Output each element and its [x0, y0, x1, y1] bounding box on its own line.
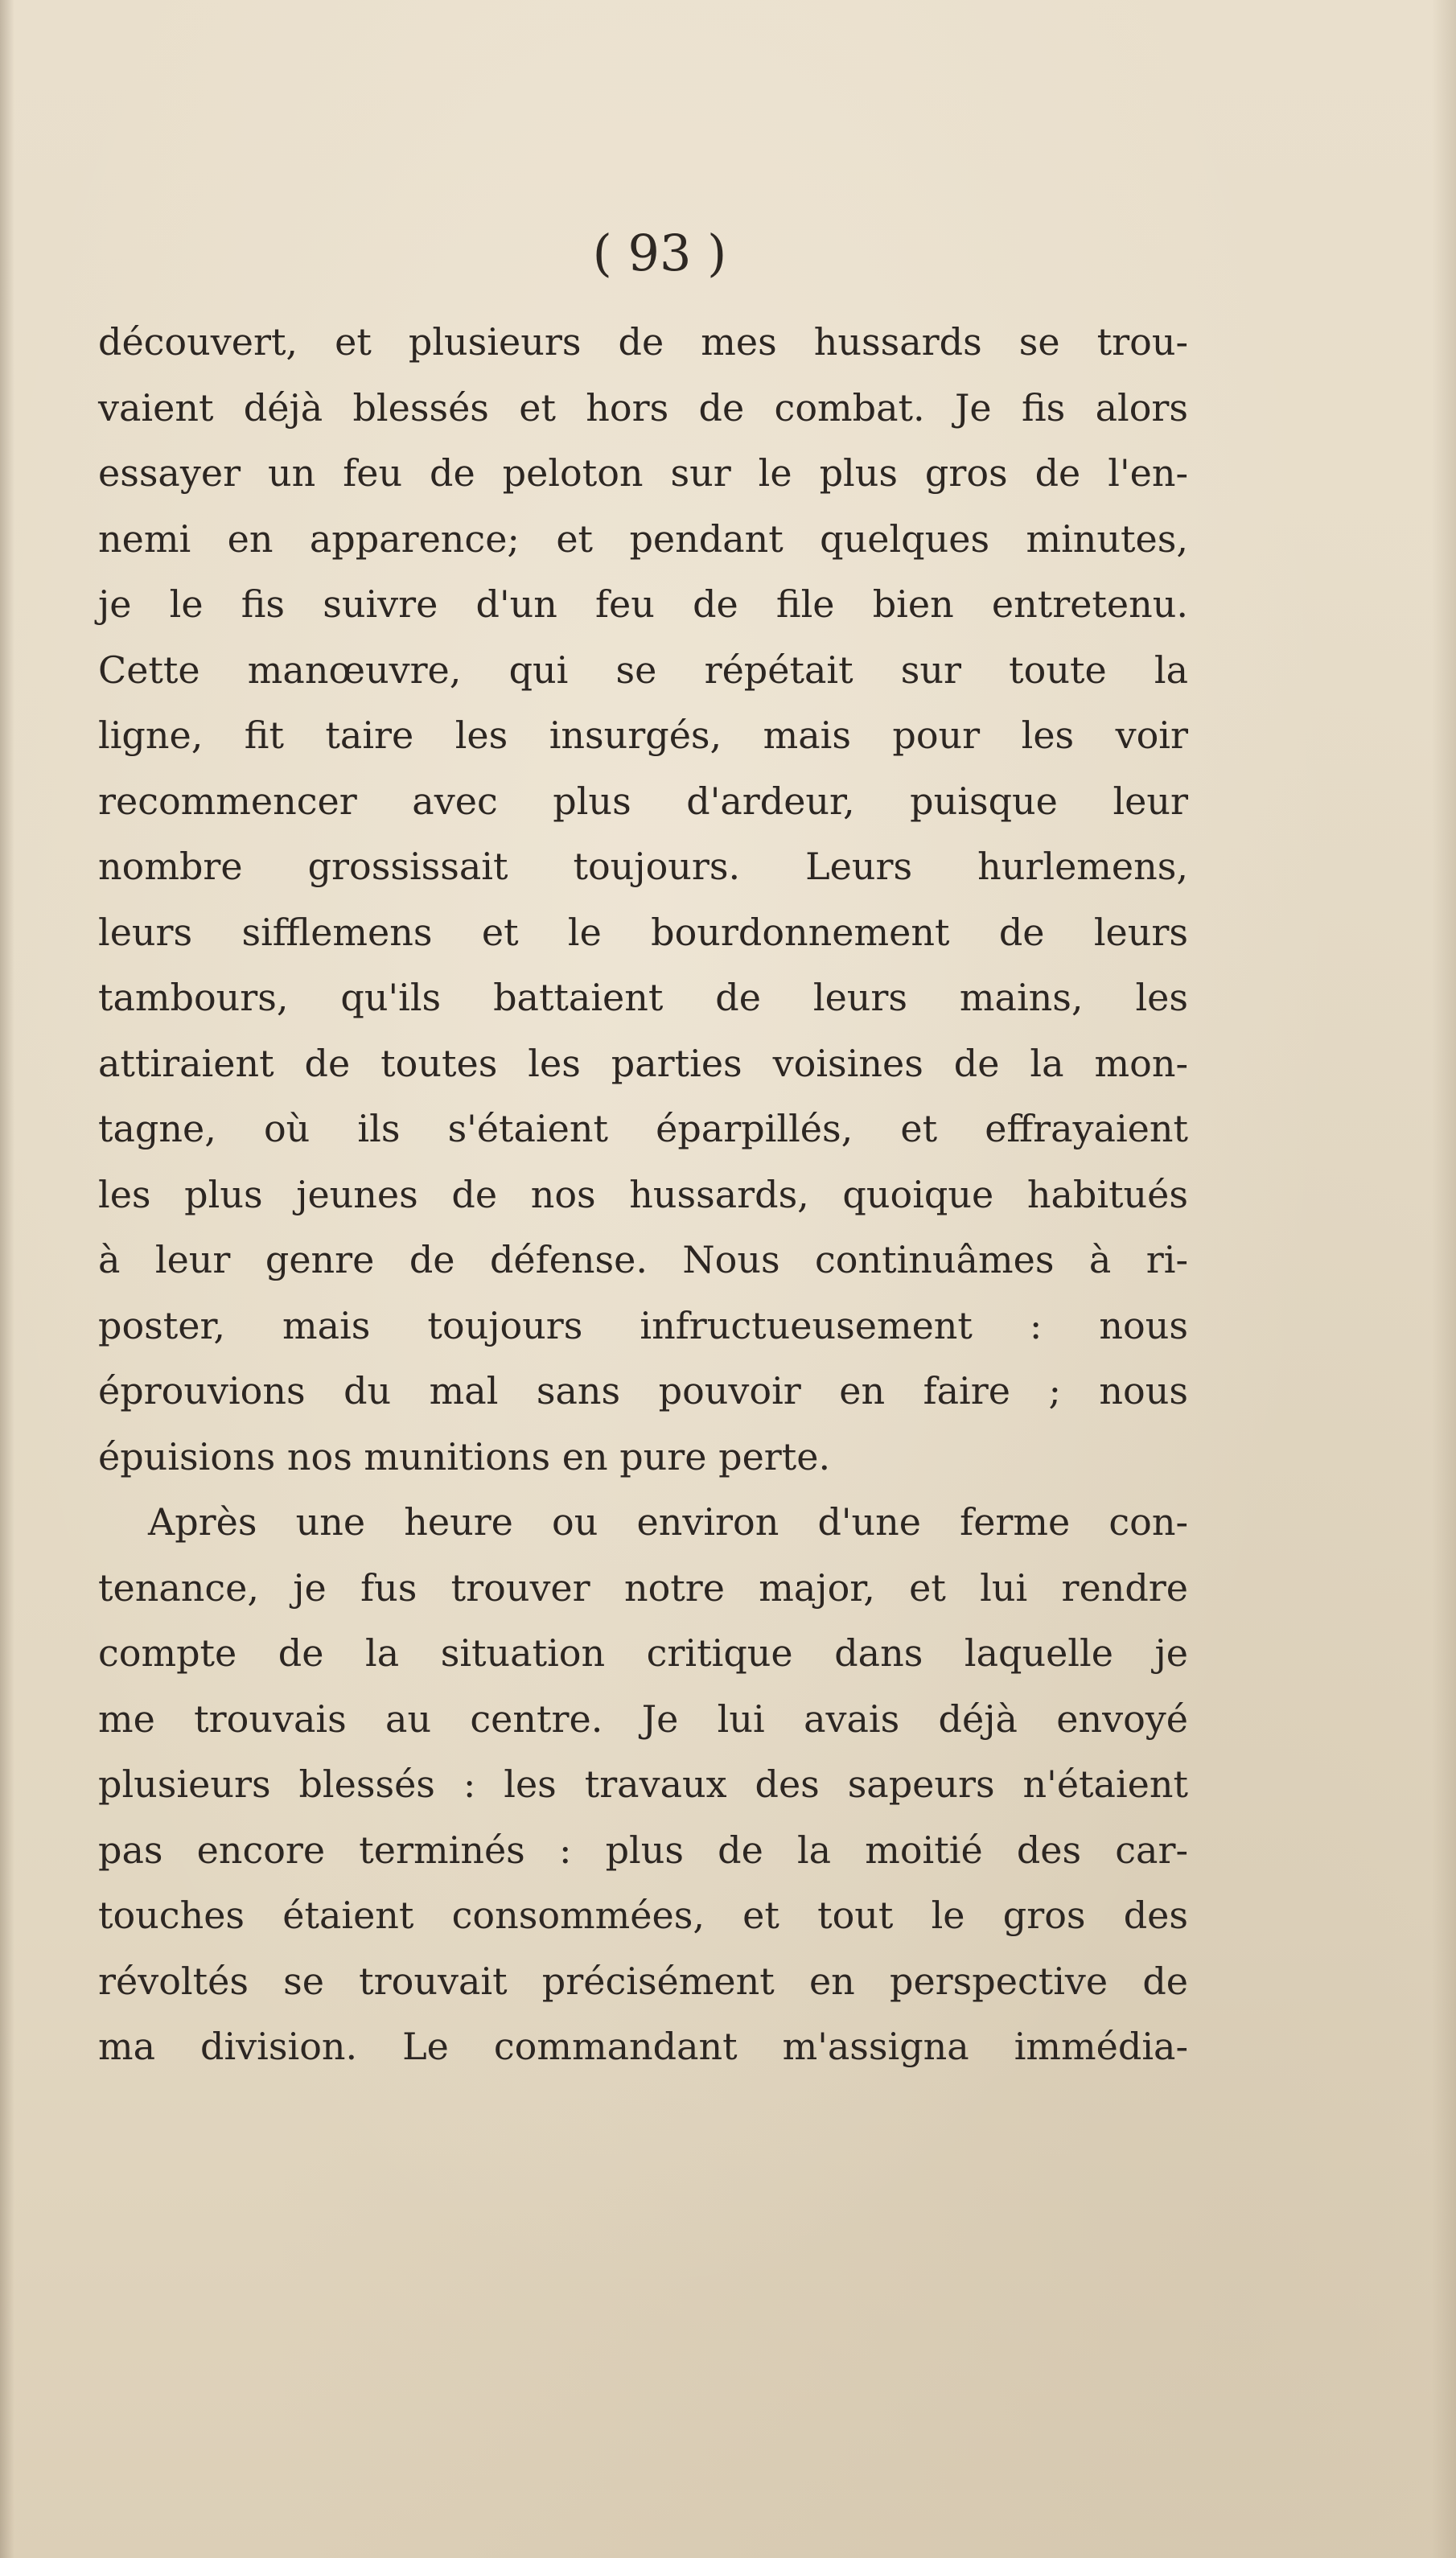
text-line: tagne, où ils s'étaient éparpillés, et effrayaient [98, 1107, 1188, 1150]
text-line: épuisions nos munitions en pure perte. [98, 1434, 831, 1478]
text-line: tenance, je fus trouver notre major, et lui rendre [98, 1565, 1188, 1610]
text-line: leurs sifflemens et le bourdonnement de leurs [98, 910, 1188, 954]
text-line: tambours, qu'ils battaient de leurs mains, les [98, 976, 1188, 1019]
text-line: ma division. Le commandant m'assigna immédia- [98, 2025, 1188, 2068]
text-line: plusieurs blessés : les travaux des sapeurs n'étaient [98, 1762, 1188, 1806]
text-line: recommencer avec plus d'ardeur, puisque leur [98, 779, 1188, 823]
text-line: nombre grossissait toujours. Leurs hurlemens, [98, 845, 1188, 888]
text-line: les plus jeunes de nos hussards, quoique habitués [98, 1172, 1188, 1216]
text-line: à leur genre de défense. Nous continuâmes à ri- [98, 1238, 1188, 1281]
text-line: Après une heure ou environ d'une ferme con- [148, 1500, 1188, 1544]
text-line: révoltés se trouvait précisément en perspective de [98, 1959, 1188, 2003]
text-line: touches étaient consommées, et tout le gros des [98, 1894, 1188, 1937]
text-line: compte de la situation critique dans laquelle je [98, 1631, 1188, 1675]
text-line: nemi en apparence; et pendant quelques minutes, [98, 516, 1188, 561]
text-line: essayer un feu de peloton sur le plus gros de l'en- [98, 451, 1188, 495]
body-text [98, 310, 1188, 2080]
text-line: éprouvions du mal sans pouvoir en faire ; nous [98, 1369, 1188, 1413]
paragraph-1 [98, 310, 1188, 1490]
paragraph-2 [98, 1490, 1188, 2080]
text-line: me trouvais au centre. Je lui avais déjà envoyé [98, 1696, 1188, 1741]
text-line: attiraient de toutes les parties voisines de la mon- [98, 1041, 1188, 1085]
text-line: vaient déjà blessés et hors de combat. Je fis alors [98, 385, 1188, 430]
text-line: Cette manœuvre, qui se répétait sur toute la [98, 648, 1188, 692]
text-line: pas encore terminés : plus de la moitié des car- [98, 1828, 1188, 1872]
text-line: découvert, et plusieurs de mes hussards se trou- [98, 320, 1188, 364]
text-line: poster, mais toujours infructueusement : nous [98, 1303, 1188, 1347]
text-line: je le fis suivre d'un feu de file bien entretenu. [98, 582, 1188, 626]
page-number: ( 93 ) [592, 224, 727, 282]
text-line: ligne, fit taire les insurgés, mais pour les voir [98, 714, 1188, 757]
